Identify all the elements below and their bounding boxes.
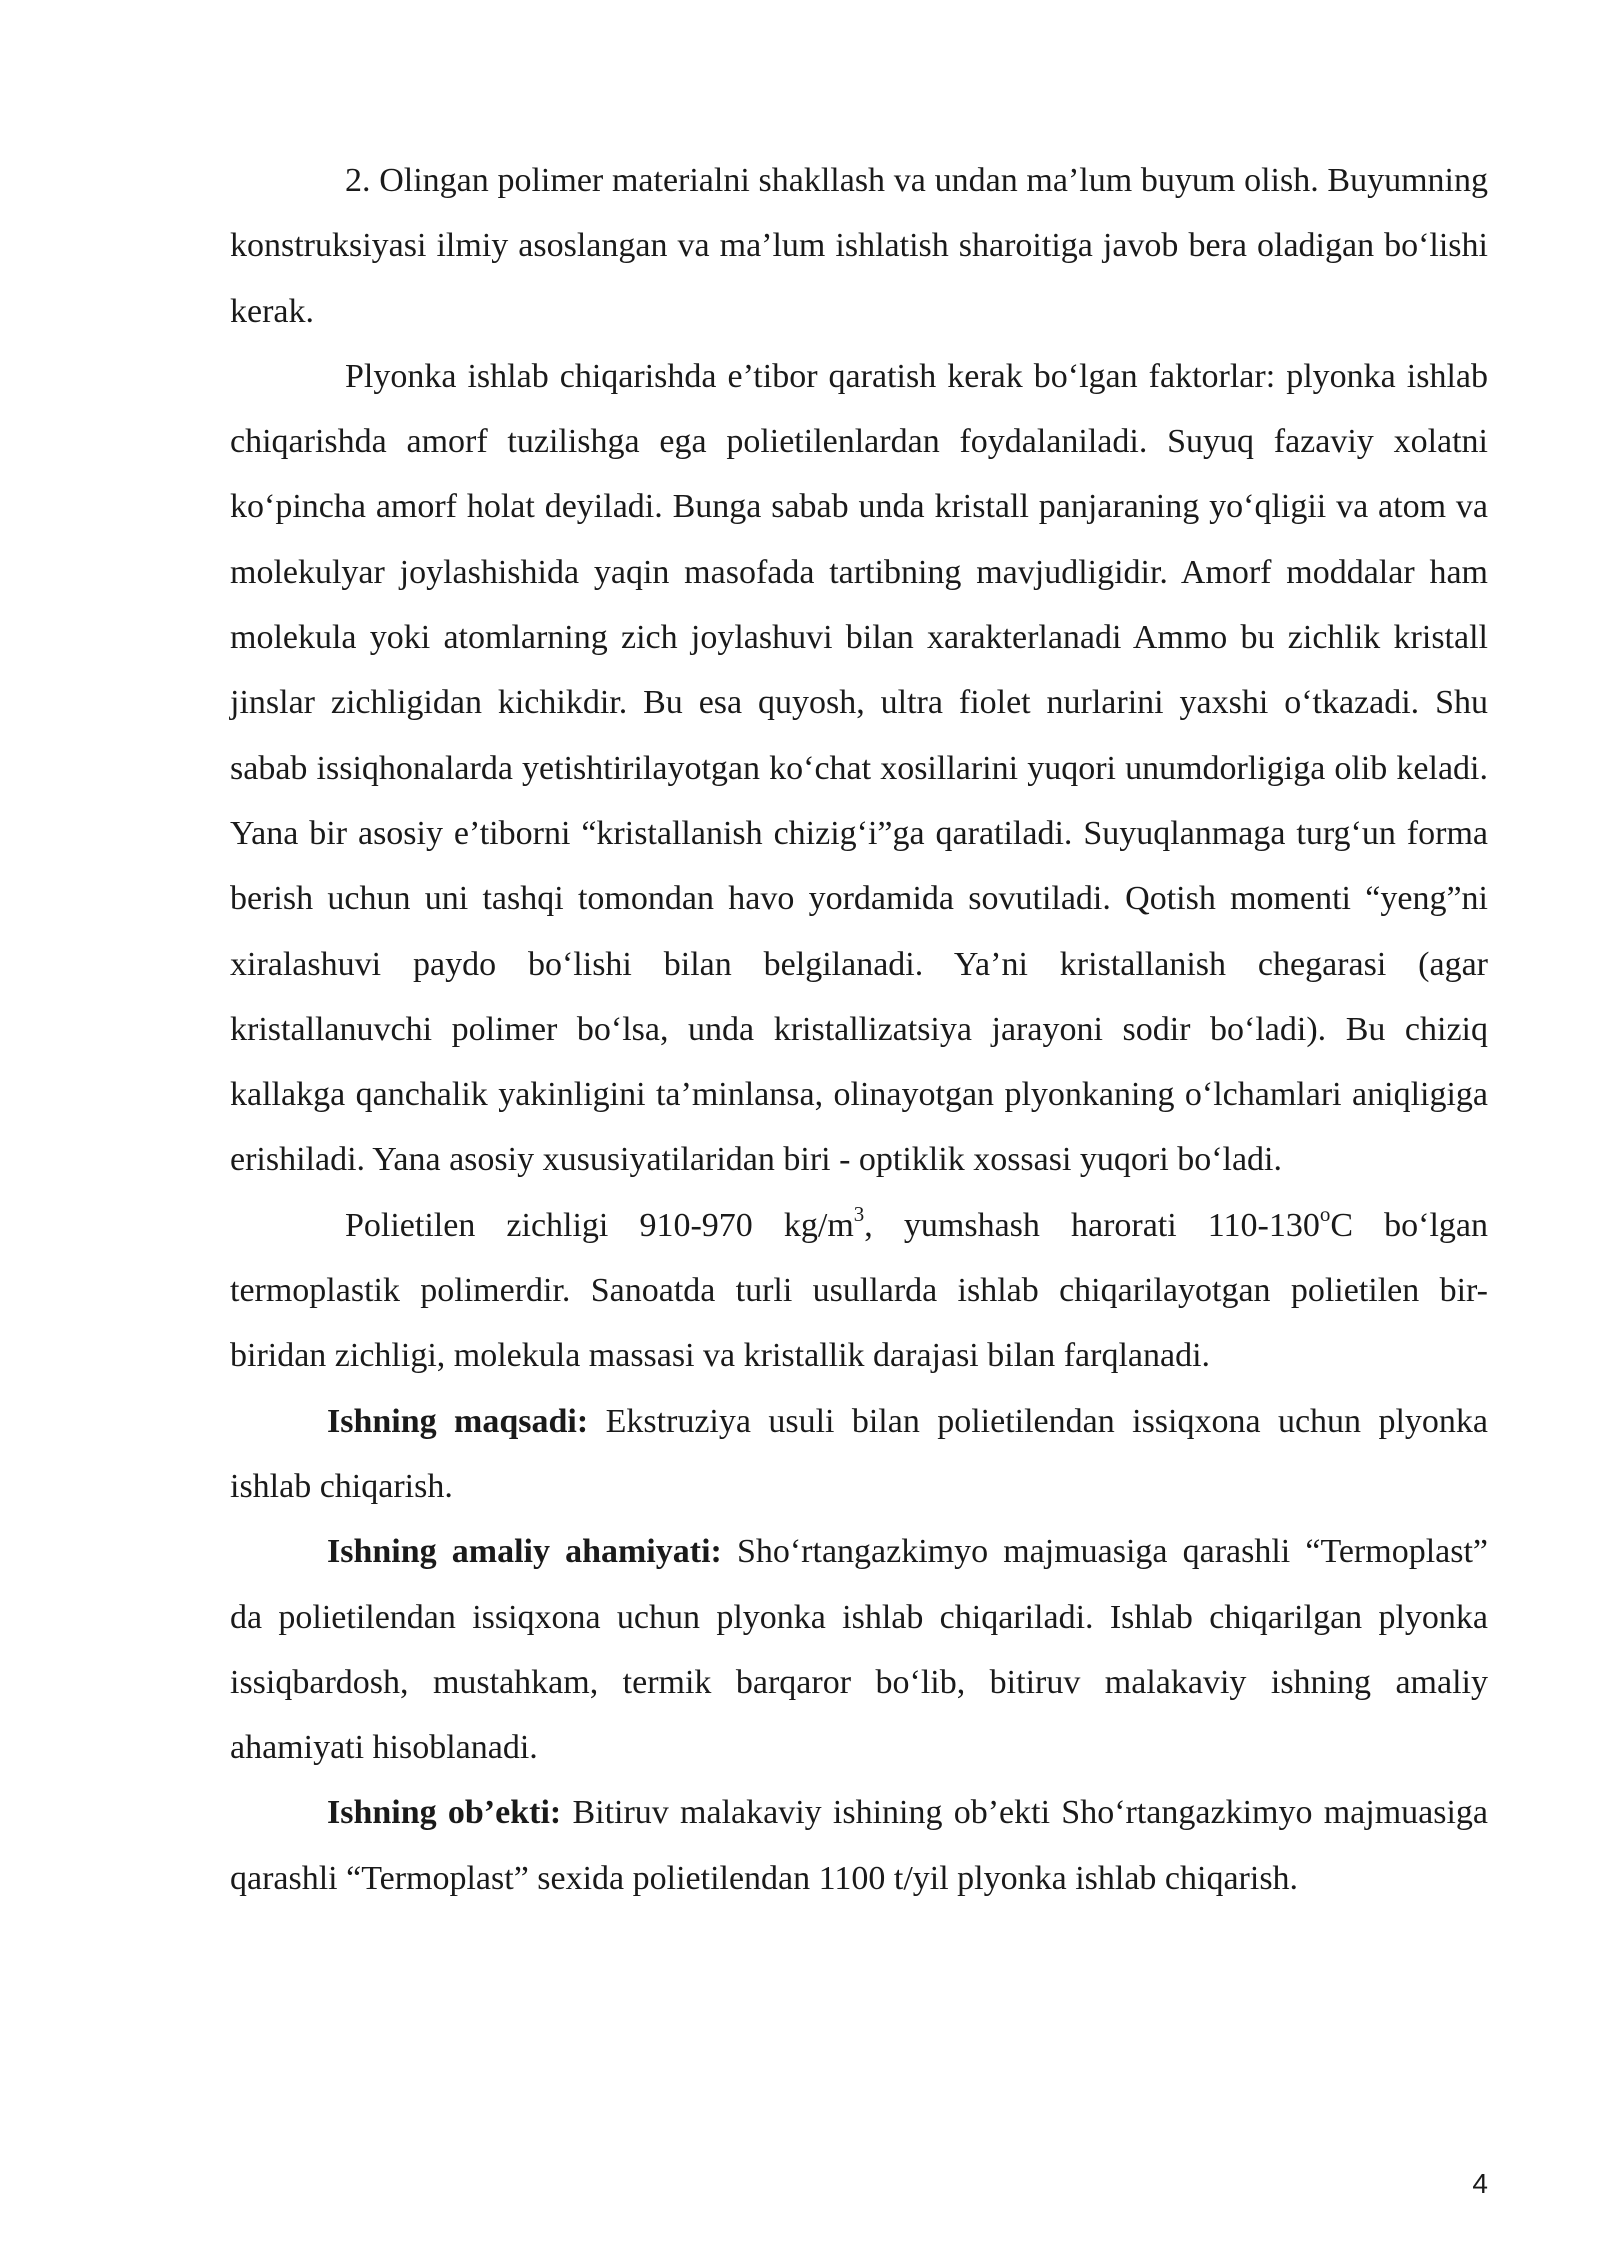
paragraph-film-factors: Plyonka ishlab chiqarishda e’tibor qaratish kerak bo‘lgan faktorlar: plyonka ishlab chiqarishda amorf tuzilishga ega polietilenlardan foydalaniladi. Suyuq fazaviy xolatni ko‘pincha amorf holat deyiladi. Bunga sabab unda kristall panjaraning yo‘qligii va atom va molekulyar joylashishida yaqin masofada tartibning mavjudligidir. Amorf moddalar ham molekula yoki atomlarning zich joylashuvi bilan xarakterlanadi Ammo bu zichlik kristall jinslar zichligidan kichikdir. Bu esa quyosh, ultra fiolet nurlarini yaxshi o‘tkazadi. Shu sabab issiqhonalarda yetishtirilayotgan ko‘chat xosillarini yuqori unumdorligiga olib keladi. Yana bir asosiy e’tiborni “kristallanish chizig‘i”ga qaratiladi. Suyuqlanmaga turg‘un forma berish uchun uni tashqi tomondan havo yordamida sovutiladi. Qotish momenti “yeng”ni xiralashuvi paydo bo‘lishi bilan belgilanadi. Ya’ni kristallanish chegarasi (agar kristallanuvchi polimer bo‘lsa, unda kristallizatsiya jarayoni sodir bo‘ladi). Bu chiziq kallakga qanchalik yakinligini ta’minlansa, olinayotgan plyonkaning o‘lchamlari aniqligiga erishiladi. Yana asosiy xususiyatilaridan biri - optiklik xossasi yuqori bo‘ladi.	[230, 357, 1488, 1179]
cubic-superscript: 3	[853, 1202, 865, 1227]
degree-superscript: o	[1319, 1202, 1331, 1227]
density-text-part3: C bo‘lgan termoplastik polimerdir. Sanoatda turli usullarda ishlab chiqarilayotgan polietilen bir-biridan zichligi, molekula massasi va kristallik darajasi bilan farqlanadi.	[230, 1206, 1488, 1375]
paragraph-work-object	[230, 1780, 1488, 1911]
practical-importance-text: Sho‘rtangazkimyo majmuasiga qarashli “Termoplast” da polietilendan issiqxona uchun plyonka ishlab chiqariladi. Ishlab chiqarilgan plyonka issiqbardosh, mustahkam, termik barqaror bo‘lib, bitiruv malakaviy ishning amaliy ahamiyati hisoblanadi.	[230, 1533, 1489, 1767]
density-text-part2: , yumshash harorati 110-130	[864, 1206, 1320, 1244]
work-object-heading: Ishning ob’ekti:	[327, 1794, 562, 1832]
page-number: 4	[1472, 2168, 1488, 2199]
work-goal-heading: Ishning maqsadi:	[327, 1402, 589, 1440]
body-text	[230, 148, 1488, 1911]
paragraph-polyethylene-density	[230, 1193, 1488, 1389]
paragraph-step-2: 2. Olingan polimer materialni shakllash va undan ma’lum buyum olish. Buyumning konstruksiyasi ilmiy asoslangan va ma’lum ishlatish sharoitiga javob bera oladigan bo‘lishi kerak.	[230, 162, 1488, 330]
paragraph-practical-importance	[230, 1519, 1488, 1780]
paragraph-work-goal	[230, 1389, 1488, 1520]
density-text-part1: Polietilen zichligi 910-970 kg/m	[345, 1206, 854, 1244]
work-goal-text: Ekstruziya usuli bilan polietilendan issiqxona uchun plyonka ishlab chiqarish.	[230, 1402, 1488, 1505]
practical-importance-heading: Ishning amaliy ahamiyati:	[327, 1533, 722, 1571]
work-object-text: Bitiruv malakaviy ishining ob’ekti Sho‘rtangazkimyo majmuasiga qarashli “Termoplast” sexida polietilendan 1100 t/yil plyonka ishlab chiqarish.	[230, 1794, 1488, 1897]
